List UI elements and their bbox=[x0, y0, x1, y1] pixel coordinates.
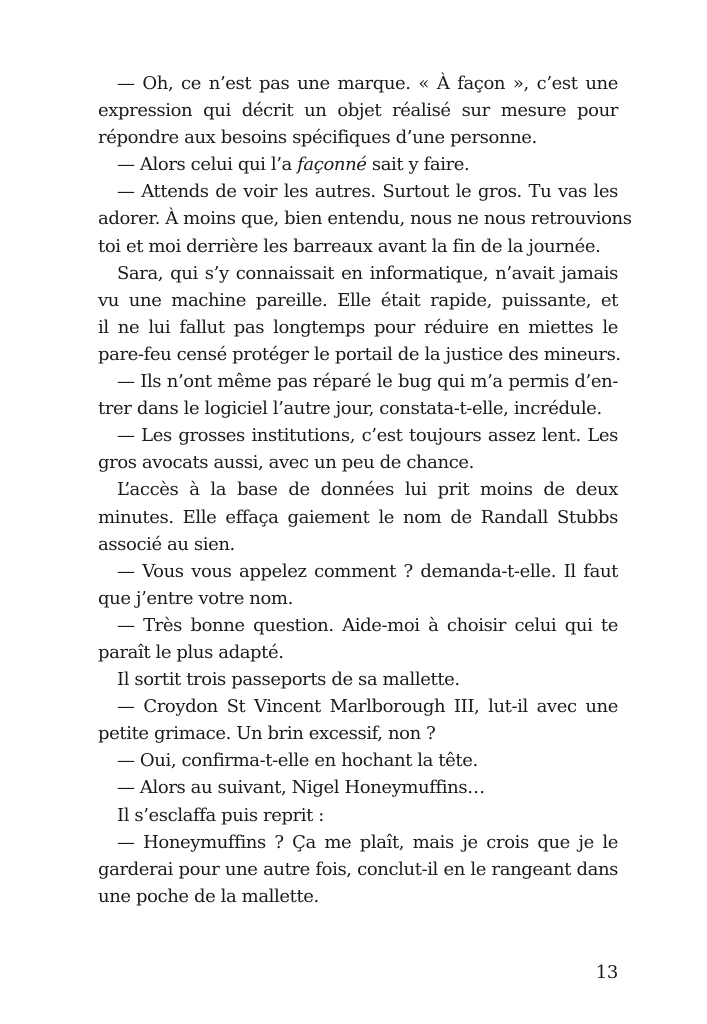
text-line: répondre aux besoins spécifiques d’une personne. bbox=[98, 127, 537, 149]
body-text bbox=[98, 70, 632, 910]
text-line: vu une machine pareille. Elle était rapide, puissante, et bbox=[98, 289, 618, 311]
text-line: — Oh, ce n’est pas une marque. « À façon », c’est une bbox=[117, 73, 618, 94]
text-line: petite grimace. Un brin excessif, non ? bbox=[98, 723, 436, 745]
text-line: minutes. Elle effaça gaiement le nom de Randall Stubbs bbox=[98, 506, 618, 528]
text-line: — Honeymuffins ? Ça me plaît, mais je crois que je le bbox=[117, 831, 618, 853]
text-line: trer dans le logiciel l’autre jour, constata-t-elle, incrédule. bbox=[98, 398, 602, 420]
emphasized-word: façonné bbox=[297, 154, 367, 176]
text-line: — Alors au suivant, Nigel Honeymuffins… bbox=[117, 777, 485, 799]
text-line: Il s’esclaffa puis reprit : bbox=[117, 804, 324, 826]
text-line: — Attends de voir les autres. Surtout le gros. Tu vas les bbox=[117, 181, 618, 203]
text-line: — Vous vous appelez comment ? demanda-t-elle. Il faut bbox=[117, 560, 618, 582]
text-line: — Ils n’ont même pas réparé le bug qui m’a permis d’en- bbox=[117, 371, 618, 393]
text-line: associé au sien. bbox=[98, 533, 235, 555]
text-line: — Très bonne question. Aide-moi à choisir celui qui te bbox=[117, 614, 618, 636]
text-line: une poche de la mallette. bbox=[98, 885, 319, 907]
page-number: 13 bbox=[595, 962, 618, 983]
text-line: Il sortit trois passeports de sa mallette. bbox=[117, 669, 460, 691]
text-line: garderai pour une autre fois, conclut-il en le rangeant dans bbox=[98, 858, 618, 880]
text-line: — Les grosses institutions, c’est toujours assez lent. Les bbox=[117, 425, 618, 447]
text-line: L’accès à la base de données lui prit moins de deux bbox=[117, 479, 618, 501]
text-line: Sara, qui s’y connaissait en informatique, n’avait jamais bbox=[117, 262, 618, 284]
text-line: que j’entre votre nom. bbox=[98, 587, 293, 609]
text-line: toi et moi derrière les barreaux avant la fin de la journée. bbox=[98, 235, 601, 257]
text-line: — Oui, confirma-t-elle en hochant la tête. bbox=[117, 750, 478, 772]
text-line: il ne lui fallut pas longtemps pour réduire en miettes le bbox=[98, 316, 618, 338]
text-line: adorer. À moins que, bien entendu, nous ne nous retrouvions bbox=[98, 208, 632, 230]
text-segment: sait y faire. bbox=[366, 154, 470, 176]
text-line: expression qui décrit un objet réalisé sur mesure pour bbox=[98, 100, 618, 122]
text-line: paraît le plus adapté. bbox=[98, 641, 284, 663]
text-line: pare-feu censé protéger le portail de la justice des mineurs. bbox=[98, 343, 621, 365]
text-line bbox=[98, 151, 618, 178]
text-line: — Croydon St Vincent Marlborough III, lut-il avec une bbox=[117, 696, 618, 718]
text-line: gros avocats aussi, avec un peu de chance. bbox=[98, 452, 474, 474]
text-segment: — Alors celui qui l’a bbox=[117, 154, 298, 176]
